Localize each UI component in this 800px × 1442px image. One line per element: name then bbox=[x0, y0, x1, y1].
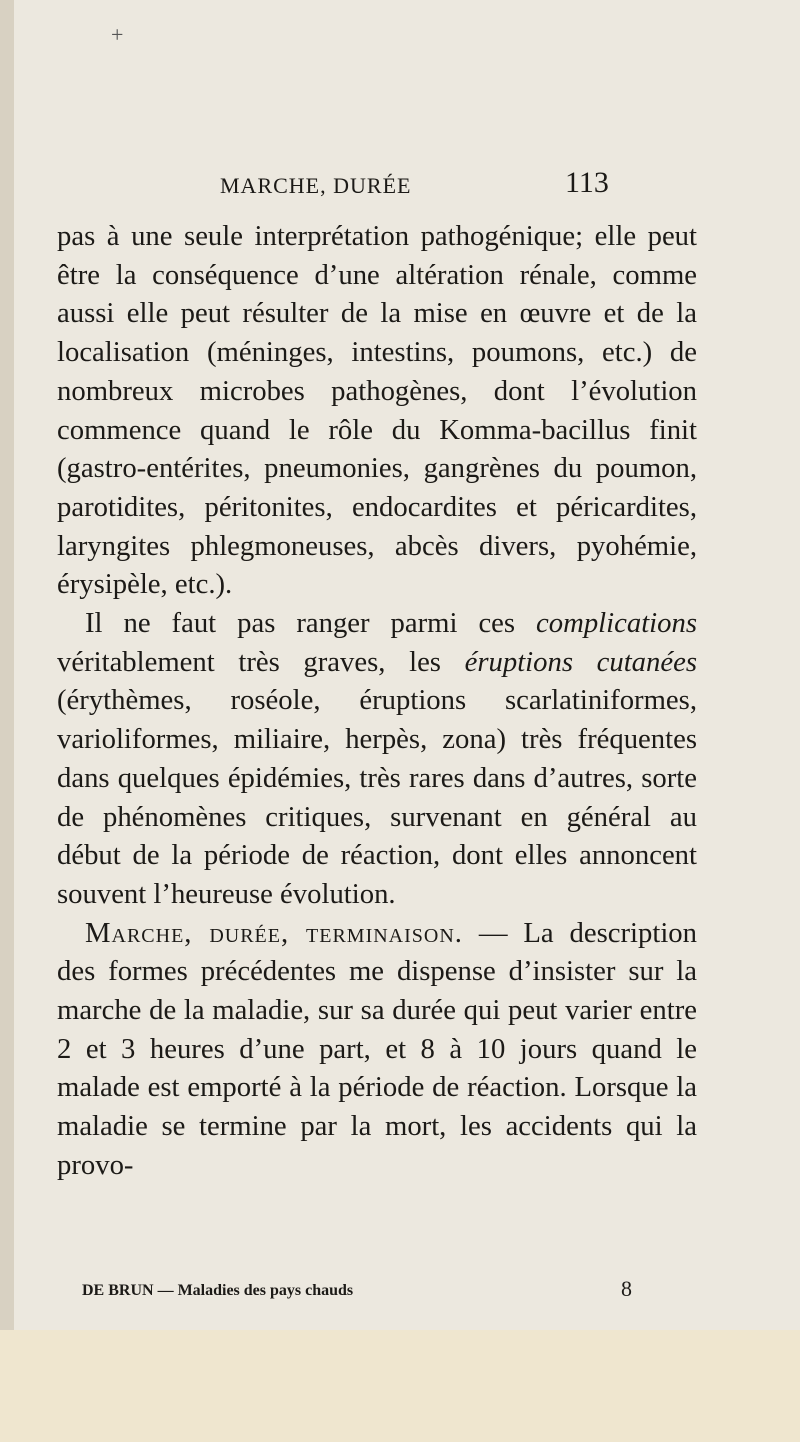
running-head: MARCHE, DURÉE bbox=[220, 173, 412, 198]
stray-mark: + bbox=[111, 22, 124, 47]
paragraph-2-text-1: Il ne faut pas ranger parmi ces bbox=[85, 607, 537, 640]
page-number: 113 bbox=[565, 166, 609, 199]
signature-number: 8 bbox=[621, 1276, 632, 1301]
paragraph-3 bbox=[57, 914, 697, 1185]
footer-signature: DE BRUN — Maladies des pays chauds bbox=[82, 1282, 354, 1299]
italic-eruptions-cutanees: éruptions cutanées bbox=[464, 645, 697, 678]
page-bottom-margin bbox=[0, 1330, 800, 1442]
italic-complications: complications bbox=[536, 607, 697, 640]
page-left-edge bbox=[0, 0, 14, 1442]
paragraph-3-text: — La description des formes précédentes me dispense d’insister sur la marche de la maladie, sur sa durée qui peut varier entre 2 et 3 heures d’une part, et 8 à 10 jours quand le malade est emporté à la période de réaction. Lorsque la maladie se termine par la mort, les accidents qui la provo- bbox=[57, 916, 697, 1181]
paragraph-1: pas à une seule interprétation pathogénique; elle peut être la conséquence d’une altération rénale, comme aussi elle peut résulter de la mise en œuvre et de la localisation (méninges, intestins, poumons, etc.) de nombreux microbes pathogènes, dont l’évolution commence quand le rôle du Komma-bacillus finit (gastro-entérites, pneumonies, gangrènes du poumon, parotidites, péritonites, endocardites et péricardites, laryngites phlegmoneuses, abcès divers, pyohémie, érysipèle, etc.). bbox=[57, 220, 697, 601]
section-heading: Marche, durée, terminaison. bbox=[85, 916, 463, 949]
paragraph-2-text-3: (érythèmes, roséole, éruptions scarlatiniformes, varioliformes, miliaire, herpès, zona) très fréquentes dans quelques épidémies, très rares dans d’autres, sorte de phénomènes critiques, survenant en général au début de la période de réaction, dont elles annoncent souvent l’heureuse évolution. bbox=[57, 684, 697, 910]
body-text bbox=[57, 217, 697, 1185]
page-footer bbox=[0, 1276, 800, 1306]
paragraph-2 bbox=[57, 604, 697, 914]
page-header bbox=[0, 160, 800, 200]
paragraph-2-text-2: véritablement très graves, les bbox=[57, 645, 465, 678]
